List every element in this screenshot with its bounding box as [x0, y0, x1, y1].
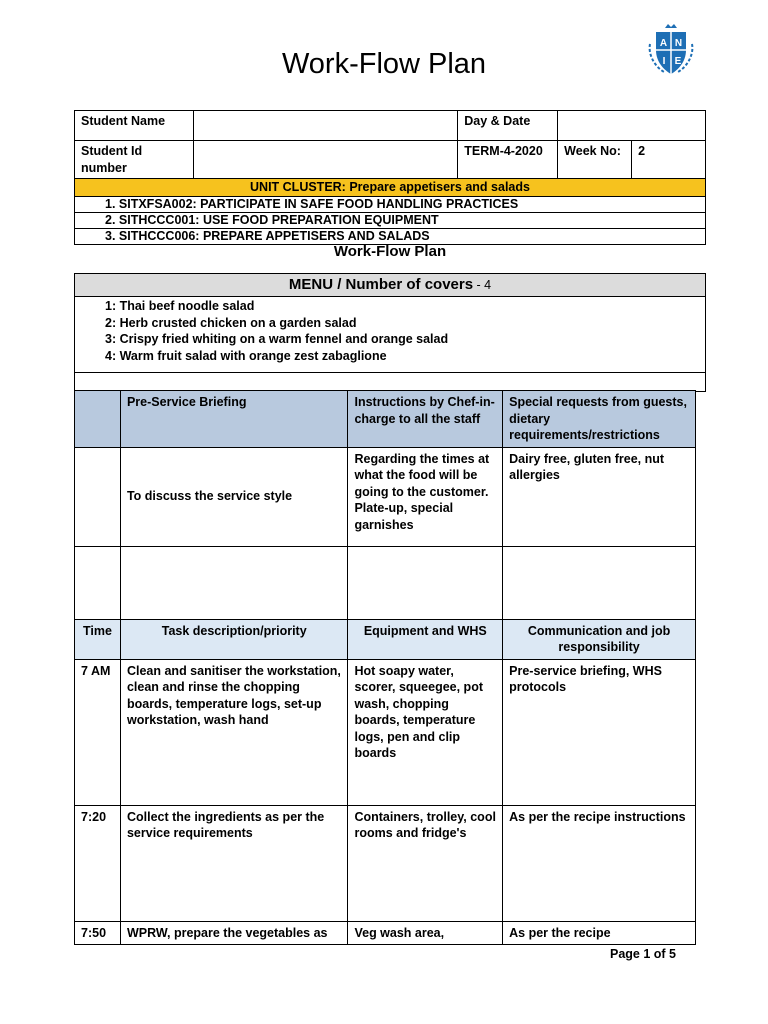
unit-item: 1. SITXFSA002: PARTICIPATE IN SAFE FOOD HANDLING PRACTICES [75, 197, 706, 213]
student-name-label: Student Name [75, 111, 194, 141]
task-description: Clean and sanitiser the workstation, clean and rinse the chopping boards, temperature logs, set-up workstation, wash hand [120, 659, 348, 805]
logo-letter: I [662, 56, 666, 67]
briefing-cell: To discuss the service style [120, 447, 348, 546]
unit-item: 2. SITHCCC001: USE FOOD PREPARATION EQUIPMENT [75, 213, 706, 229]
task-communication: As per the recipe instructions [503, 805, 696, 921]
student-info-table [74, 110, 706, 245]
page-number: Page 1 of 5 [610, 947, 676, 961]
task-description: Collect the ingredients as per the service requirements [120, 805, 348, 921]
logo-letter: N [674, 38, 683, 49]
student-id-field[interactable] [193, 141, 457, 179]
task-equipment: Hot soapy water, scorer, squeegee, pot wash, chopping boards, temperature logs, pen and clip boards [348, 659, 503, 805]
day-date-label: Day & Date [458, 111, 558, 141]
menu-covers: - 4 [473, 278, 492, 292]
briefing-header: Pre-Service Briefing [120, 391, 348, 448]
menu-item: 2: Herb crusted chicken on a garden salad [105, 315, 357, 330]
task-communication: Pre-service briefing, WHS protocols [503, 659, 696, 805]
task-time: 7:20 [75, 805, 121, 921]
task-time: 7:50 [75, 921, 121, 945]
day-date-field[interactable] [558, 111, 706, 141]
term-value: TERM-4-2020 [458, 141, 558, 179]
task-equipment: Veg wash area, [348, 921, 503, 945]
task-equipment: Containers, trolley, cool rooms and fridge's [348, 805, 503, 921]
menu-items [75, 297, 706, 373]
student-id-label: Student Id number [75, 141, 194, 179]
menu-item: 4: Warm fruit salad with orange zest zabaglione [105, 348, 387, 363]
briefing-header: Special requests from guests, dietary requirements/restrictions [503, 391, 696, 448]
briefing-empty-cell[interactable] [75, 546, 121, 619]
logo-letter: A [659, 38, 668, 49]
briefing-empty-cell[interactable] [348, 546, 503, 619]
briefing-cell [75, 447, 121, 546]
task-header: Equipment and WHS [348, 619, 503, 659]
task-header: Task description/priority [120, 619, 348, 659]
briefing-header [75, 391, 121, 448]
menu-item: 3: Crispy fried whiting on a warm fennel and orange salad [105, 332, 449, 346]
anie-logo [642, 22, 700, 78]
week-label: Week No: [558, 141, 632, 179]
briefing-empty-cell[interactable] [120, 546, 348, 619]
task-header: Communication and job responsibility [503, 619, 696, 659]
unit-item: 3. SITHCCC006: PREPARE APPETISERS AND SALADS [75, 229, 706, 245]
task-communication: As per the recipe [503, 921, 696, 945]
task-description: WPRW, prepare the vegetables as [120, 921, 348, 945]
task-header: Time [75, 619, 121, 659]
briefing-cell: Regarding the times at what the food will be going to the customer. Plate-up, special garnishes [348, 447, 503, 546]
briefing-header: Instructions by Chef-in-charge to all the staff [348, 391, 503, 448]
task-time: 7 AM [75, 659, 121, 805]
menu-table [74, 273, 706, 392]
logo-letter: E [674, 56, 682, 67]
workflow-table [74, 390, 696, 945]
page-title: Work-Flow Plan [281, 48, 487, 80]
student-name-field[interactable] [193, 111, 457, 141]
briefing-cell: Dairy free, gluten free, nut allergies [503, 447, 696, 546]
menu-blank-row [75, 373, 706, 392]
menu-item: 1: Thai beef noodle salad [105, 299, 255, 313]
unit-cluster: UNIT CLUSTER: Prepare appetisers and salads [75, 179, 706, 197]
week-value: 2 [632, 141, 706, 179]
menu-heading-text: MENU / Number of covers [288, 276, 474, 293]
section-subtitle: Work-Flow Plan [333, 243, 447, 260]
menu-heading [75, 274, 706, 297]
briefing-empty-cell[interactable] [503, 546, 696, 619]
